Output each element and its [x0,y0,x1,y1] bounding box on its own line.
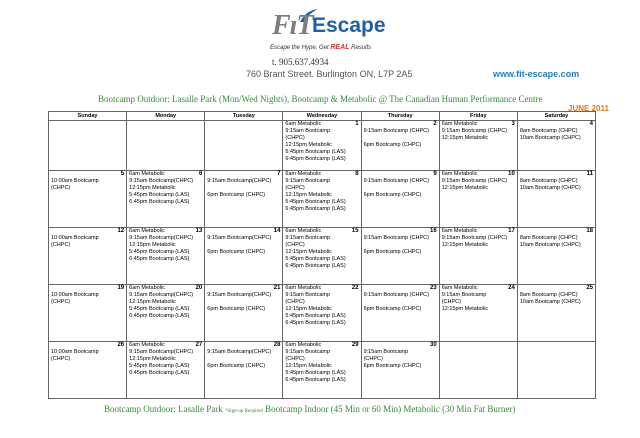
calendar-week-row [49,342,596,399]
class-event: 9:15am Bootcamp (CHPC) [363,178,429,184]
footer-indoor: Bootcamp Indoor (45 Min or 60 Min) Metabolic (30 Min Fat Burner) [262,404,516,414]
day-number: 21 [273,285,281,291]
class-event: 5:45pm Bootcamp (LAS) [285,370,346,376]
class-event: (CHPC) [285,356,305,362]
class-event: 6am Metabolic [441,171,478,177]
class-event: 9:15am Bootcamp(CHPC) [129,178,194,184]
day-number: 6 [198,171,203,177]
class-event: 6am Metabolic [285,121,322,127]
class-event: 9:15am Bootcamp [441,292,487,298]
class-event [364,242,437,249]
class-event: 10:00am Bootcamp [51,349,99,355]
calendar-day-cell [439,228,517,285]
calendar-day-cell [205,121,283,171]
class-event [51,285,124,292]
calendar-day-cell [49,228,127,285]
class-event: (CHPC) [285,299,305,305]
day-number: 19 [117,285,125,291]
class-event: 6am Metabolic [285,171,322,177]
class-event: 6:45pm Bootcamp (LAS) [129,256,190,262]
tagline-part: Escape the Hype, Get [270,45,331,51]
class-event: 5:45pm Bootcamp (LAS) [129,192,190,198]
class-event: 6pm Bootcamp (CHPC) [363,363,422,369]
address: 760 Brant Street. Burlington ON, L7P 2A5 [246,69,413,79]
day-number: 4 [589,121,593,127]
class-event: 12:15pm Metabolic [129,299,176,305]
calendar-day-cell [361,228,439,285]
day-number: 30 [430,342,437,348]
class-event [364,121,437,128]
class-event: 12:15pm Metabolic [441,135,489,141]
class-event: 12:15pm Metabolic [285,363,332,369]
class-event [51,171,124,178]
class-event: (CHPC) [51,299,71,305]
class-event: 6pm Bootcamp (CHPC) [207,249,266,255]
day-number: 28 [273,342,281,348]
class-event: 8am Bootcamp (CHPC) [519,235,578,241]
class-event: 9:15am Bootcamp (CHPC) [363,292,429,298]
class-event: 9:15am Bootcamp (CHPC) [441,128,508,134]
class-event: 6am Metabolic [129,285,165,291]
calendar-day-cell [127,285,205,342]
calendar-day-cell [361,121,439,171]
day-number: 9 [433,171,437,177]
class-event [51,342,124,349]
class-event: 12:15pm Metabolic [441,242,489,248]
calendar-week-row [49,285,596,342]
calendar-day-cell [517,342,595,399]
class-event: 6:45pm Bootcamp (LAS) [285,206,346,212]
class-event: 9:15am Bootcamp [285,128,331,134]
class-event: 6:45pm Bootcamp (LAS) [129,199,190,205]
class-event [207,171,280,178]
month-title: JUNE 2011 [568,104,609,113]
weekday-header: Tuesday [205,112,283,121]
day-number: 8 [355,171,359,177]
class-event: 6:45pm Bootcamp (LAS) [285,377,346,383]
class-event: (CHPC) [285,242,305,248]
day-number: 13 [195,228,203,234]
day-number: 1 [355,121,359,127]
day-number: 12 [117,228,125,234]
class-event: 5:45pm Bootcamp (LAS) [129,306,190,312]
class-event: 6pm Bootcamp (CHPC) [363,306,422,312]
class-event [364,171,437,178]
calendar-day-cell [361,285,439,342]
weekday-header: Wednesday [283,112,361,121]
calendar-day-cell [49,285,127,342]
calendar-day-cell [283,171,361,228]
logo-fit: FıT [272,10,313,41]
calendar-day-cell [283,342,361,399]
class-event: 8am Bootcamp (CHPC) [519,128,578,134]
class-event: 6pm Bootcamp (CHPC) [207,192,266,198]
day-number: 16 [430,228,437,234]
class-event [364,228,437,235]
calendar-table [48,111,596,399]
day-number: 24 [508,285,515,291]
class-event [207,356,280,363]
class-event: 6pm Bootcamp (CHPC) [207,363,266,369]
class-event: 12:15pm Metabolic [129,242,176,248]
fit-escape-logo [262,6,392,56]
calendar-day-cell [127,228,205,285]
class-event: 8am Bootcamp (CHPC) [519,292,578,298]
footer-legend [104,404,515,414]
class-event: 5:45pm Bootcamp (LAS) [285,313,346,319]
calendar-day-cell [361,342,439,399]
class-event: 6:45pm Bootcamp (LAS) [129,370,190,376]
class-event: 6am Metabolic [441,121,478,127]
phone-number: t. 905.637.4934 [272,57,329,67]
calendar-day-cell [49,342,127,399]
class-event: 12:15pm Metabolic [285,192,332,198]
class-event: 6pm Bootcamp (CHPC) [363,142,422,148]
calendar-day-cell [283,121,361,171]
calendar-day-cell [439,285,517,342]
class-event: 12:15pm Metabolic [285,142,332,148]
calendar-day-cell [439,171,517,228]
calendar-day-cell [205,171,283,228]
class-event: 12:15pm Metabolic [441,306,489,312]
calendar-day-cell [205,285,283,342]
calendar-day-cell [517,121,595,171]
footer-outdoor: Bootcamp Outdoor: Lasalle Park [104,404,225,414]
class-event: 9:15am Bootcamp (CHPC) [363,235,429,241]
day-number: 5 [120,171,125,177]
class-event [520,171,593,178]
class-event: 6pm Bootcamp (CHPC) [363,192,422,198]
class-event: (CHPC) [51,185,71,191]
day-number: 18 [586,228,593,234]
class-event [207,342,280,349]
class-event [207,299,280,306]
day-number: 17 [508,228,515,234]
calendar-week-row [49,171,596,228]
class-event: 9:15am Bootcamp(CHPC) [207,178,272,184]
class-event: 5:45pm Bootcamp (LAS) [129,249,190,255]
class-event: 6:45pm Bootcamp (LAS) [285,156,346,162]
weekday-header: Thursday [361,112,439,121]
class-event [207,228,280,235]
class-event: 12:15pm Metabolic [129,356,176,362]
class-event: 9:15am Bootcamp(CHPC) [129,235,194,241]
class-event [520,285,593,292]
calendar-day-cell [283,228,361,285]
class-event: 9:15am Bootcamp(CHPC) [207,292,272,298]
class-event: 5:45pm Bootcamp (LAS) [129,363,190,369]
class-event: (CHPC) [51,242,71,248]
class-event [520,228,593,235]
calendar-week-row [49,228,596,285]
class-event: 9:15am Bootcamp(CHPC) [129,349,194,355]
weekday-header: Monday [127,112,205,121]
day-number: 2 [433,121,437,127]
weekday-header: Sunday [49,112,127,121]
day-number: 25 [586,285,593,291]
class-event: 6am Metabolic [129,342,165,348]
calendar-day-cell [127,342,205,399]
class-event: 10:00am Bootcamp [51,178,99,184]
class-event: 10am Bootcamp (CHPC) [519,135,581,141]
class-event [207,242,280,249]
class-event: 6am Metabolic [129,171,165,177]
day-number: 27 [195,342,203,348]
class-event: 9:15am Bootcamp (CHPC) [441,178,508,184]
class-event: 8am Bootcamp (CHPC) [519,178,578,184]
class-event: (CHPC) [51,356,71,362]
class-event: 6:45pm Bootcamp (LAS) [285,263,346,269]
class-event: (CHPC) [285,135,305,141]
logo-escape: Escape [312,14,386,37]
class-event: 10am Bootcamp (CHPC) [519,242,581,248]
class-event: 10:00am Bootcamp [51,235,99,241]
calendar-day-cell [517,171,595,228]
class-event: 12:15pm Metabolic [441,185,489,191]
class-event: 9:15am Bootcamp(CHPC) [129,292,194,298]
calendar-day-cell [205,228,283,285]
day-number: 3 [511,121,515,127]
weekday-header: Saturday [517,112,595,121]
class-event [207,185,280,192]
day-number: 11 [586,171,593,177]
day-number: 20 [195,285,203,291]
class-event: 6pm Bootcamp (CHPC) [207,306,266,312]
day-number: 7 [277,171,281,177]
day-number: 15 [351,228,359,234]
class-event: 12:15pm Metabolic [285,306,332,312]
class-event: 9:15am Bootcamp (CHPC) [363,128,429,134]
day-number: 29 [351,342,359,348]
day-number: 26 [117,342,125,348]
calendar-day-cell [283,285,361,342]
schedule-subtitle: Bootcamp Outdoor: Lasalle Park (Mon/Wed Nights), Bootcamp & Metabolic @ The Canadian Human Performance Centre [98,94,543,104]
class-event: 6am Metabolic [285,285,322,291]
class-event [364,135,437,142]
day-number: 23 [430,285,437,291]
class-event: 6am Metabolic [441,285,478,291]
class-event [364,285,437,292]
class-event [207,285,280,292]
class-event: 9:15am Bootcamp(CHPC) [207,235,272,241]
calendar-day-cell [361,171,439,228]
class-event [51,228,124,235]
class-event: 9:15am Bootcamp(CHPC) [207,349,272,355]
website-link[interactable]: www.fit-escape.com [493,69,580,79]
weekday-header-row [49,112,596,121]
class-event: 5:45pm Bootcamp (LAS) [285,149,346,155]
class-event: 6am Metabolic [441,228,478,234]
class-event: 6am Metabolic [285,228,322,234]
calendar-day-cell [127,171,205,228]
tagline-part: Results [349,45,372,51]
calendar-day-cell [49,121,127,171]
calendar-week-row [49,121,596,171]
class-event: 12:15pm Metabolic [129,185,176,191]
day-number: 22 [351,285,359,291]
calendar-day-cell [205,342,283,399]
tagline-real: REAL [330,44,350,51]
calendar-day-cell [127,121,205,171]
class-event [364,185,437,192]
calendar-day-cell [49,171,127,228]
class-event: 9:15am Bootcamp [285,178,331,184]
footer-signup-note: *Sign-up Required [224,409,263,414]
class-event: 9:15am Bootcamp [363,349,409,355]
class-event: 6am Metabolic [285,342,322,348]
class-event: 5:45pm Bootcamp (LAS) [285,256,346,262]
class-event: 9:15am Bootcamp [285,292,331,298]
class-event [520,121,593,128]
class-event: 6:45pm Bootcamp (LAS) [285,320,346,326]
day-number: 10 [508,171,515,177]
class-event: 5:45pm Bootcamp (LAS) [285,199,346,205]
class-event: 10am Bootcamp (CHPC) [519,299,581,305]
class-event: 9:15am Bootcamp [285,235,331,241]
class-event: 9:15am Bootcamp (CHPC) [441,235,508,241]
day-number: 14 [273,228,281,234]
weekday-header: Friday [439,112,517,121]
calendar-day-cell [439,342,517,399]
class-event: 6am Metabolic [129,228,165,234]
logo-tagline [270,44,371,51]
class-event: 12:15pm Metabolic [285,249,332,255]
class-event: 9:15am Bootcamp [285,349,331,355]
class-event: 10:00am Bootcamp [51,292,99,298]
class-event: 6:45pm Bootcamp (LAS) [129,313,190,319]
class-event [364,299,437,306]
calendar-day-cell [439,121,517,171]
class-event: 6pm Bootcamp (CHPC) [363,249,422,255]
calendar-body [49,121,596,399]
calendar-day-cell [517,228,595,285]
class-event: (CHPC) [363,356,383,362]
class-event: 10am Bootcamp (CHPC) [519,185,581,191]
class-event [364,342,437,349]
calendar-day-cell [517,285,595,342]
class-event: (CHPC) [441,299,461,305]
class-event: (CHPC) [285,185,305,191]
